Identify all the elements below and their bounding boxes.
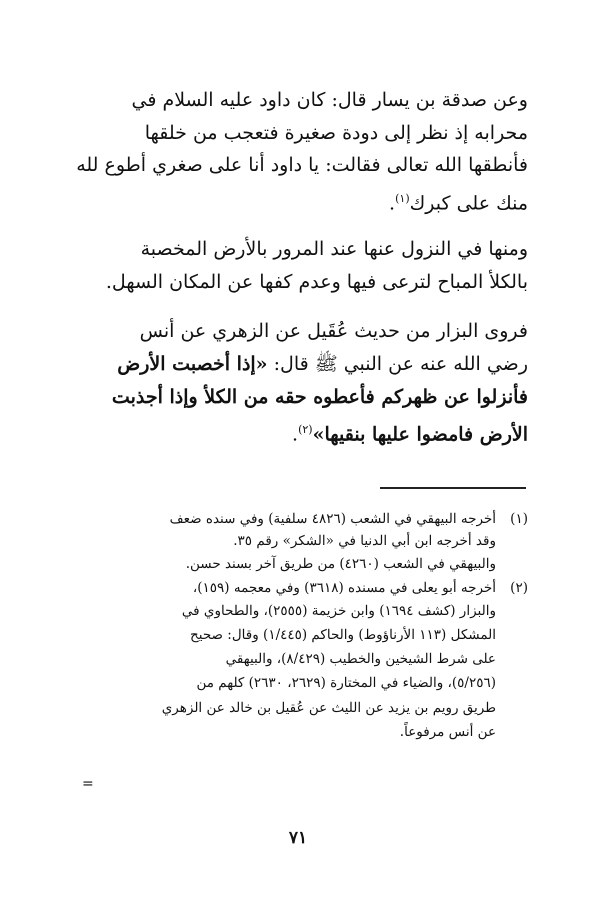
footnote-ref-1: (١) [395,192,410,205]
footnote-2-line-5: (٥/٢٥٦)، والضياء في المختارة (٢٦٢٩، ٢٦٣٠) كلهم من [196,675,496,691]
paragraph-1-line-1: وعن صدقة بن يسار قال: كان داود عليه السلام في [131,89,528,111]
paragraph-3-end: . [292,423,299,446]
footnote-2-line-2: والبزار (كشف ١٦٩٤) وابن خزيمة (٢٥٥٥)، والطحاوي في [181,603,496,619]
footnote-1-line-1: أخرجه البيهقي في الشعب (٤٨٢٦ سلفية) وفي سنده ضعف [169,511,496,527]
paragraph-1-line-2: محرابه إذ نظر إلى دودة صغيرة فتعجب من خلقها [144,122,528,144]
paragraph-3-line-4 [78,415,528,445]
footnote-2-line-1: أخرجه أبو يعلى في مسنده (٣٦١٨) وفي معجمه (١٥٩)، [192,580,496,596]
paragraph-1-end: . [389,192,396,215]
footnote-1-line-3: والبيهقي في الشعب (٤٢٦٠) من طريق آخر بسند حسن. [185,556,496,572]
footnote-1-line-2: وقد أخرجه ابن أبي الدنيا في «الشكر» رقم ٣٥. [233,533,496,549]
hadith-quote-start: «إذا أخصبت الأرض [117,353,268,375]
footnote-2-line-7: عن أنس مرفوعاً. [399,724,496,740]
paragraph-3-line-1: فروى البزار من حديث عُقَيل عن الزهري عن أنس [139,320,528,342]
paragraph-1-line-3: فأنطقها الله تعالى فقالت: يا داود أنا على صغري أطوع لله [76,154,528,176]
footnote-separator [380,487,526,489]
paragraph-1-line-4 [78,184,528,214]
footnote-2-line-3: المشكل (١١٣ الأرناؤوط) والحاكم (١/٤٤٥) وقال: صحيح [190,627,496,643]
page-number: ٧١ [288,828,308,848]
hadith-quote-end: الأرض فامضوا عليها بنقيها» [312,423,528,446]
footnote-2-line-6: طريق رويم بن يزيد عن الليث عن عُقيل بن خالد عن الزهري [161,700,496,716]
paragraph-2-line-1: ومنها في النزول عنها عند المرور بالأرض المخصبة [140,238,528,260]
paragraph-3-line-2 [78,349,528,379]
footnote-1-number: (١) [510,511,528,527]
paragraph-1-line-4-text: منك على كبرك [409,192,528,215]
paragraph-2-line-2: بالكلأ المباح لترعى فيها وعدم كفها عن المكان السهل. [105,271,528,293]
continuation-mark: = [82,776,94,792]
footnote-2-number: (٢) [510,580,528,596]
hadith-quote-line-2: فأنزلوا عن ظهركم فأعطوه حقه من الكلأ وإذا أجذبت [111,386,528,408]
footnote-2-line-4: على شرط الشيخين والخطيب (٨/٤٢٩)، والبيهقي [225,651,496,667]
paragraph-3-line-2-plain: رضي الله عنه عن النبي ﷺ قال: [273,353,528,375]
footnote-ref-2: (٢) [298,423,313,436]
